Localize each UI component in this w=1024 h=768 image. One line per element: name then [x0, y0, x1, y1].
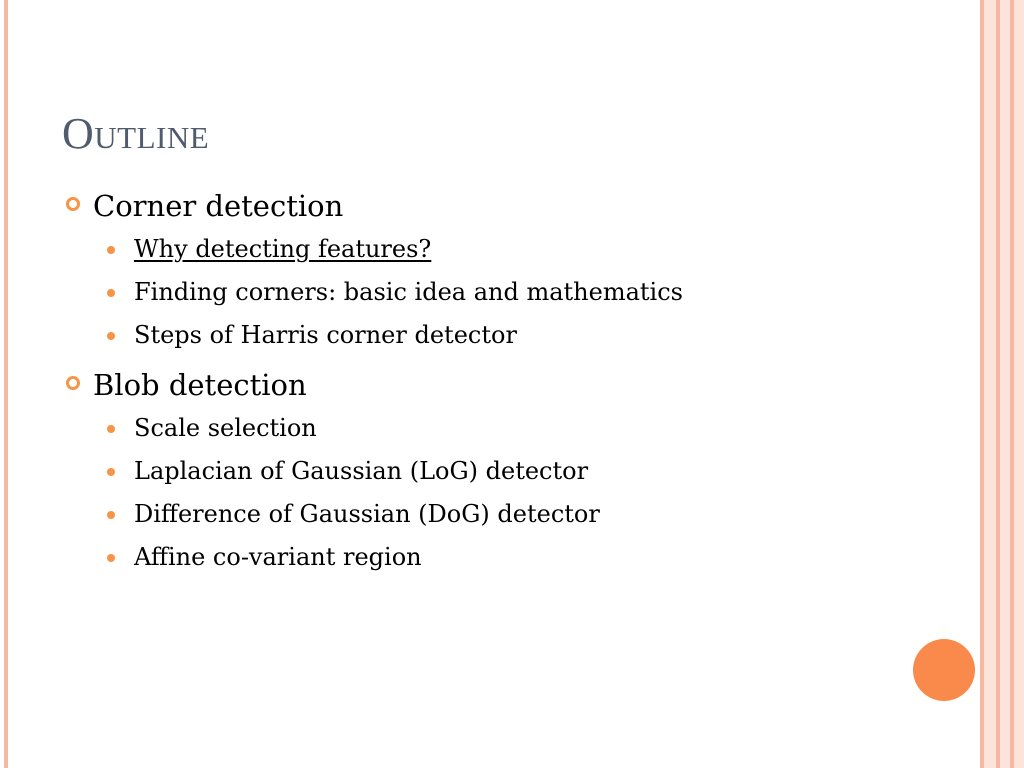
bullet-text: Scale selection [134, 414, 317, 442]
level2-bullet [66, 497, 946, 540]
right-border-band [1000, 0, 1010, 768]
level2-bullet [66, 454, 946, 497]
decorative-circle [913, 639, 975, 701]
bullet-link[interactable]: Why detecting features? [134, 235, 432, 263]
dot-bullet-icon [107, 468, 115, 476]
dot-bullet-icon [107, 511, 115, 519]
level1-bullet [66, 365, 946, 411]
left-border-stripe [4, 0, 8, 768]
level2-bullet [66, 318, 946, 361]
ring-bullet-icon [66, 376, 80, 390]
bullet-text: Steps of Harris corner detector [134, 321, 517, 349]
dot-bullet-icon [107, 246, 115, 254]
level1-bullet [66, 186, 946, 232]
right-border-band [984, 0, 996, 768]
level2-bullet [66, 275, 946, 318]
dot-bullet-icon [107, 554, 115, 562]
bullet-text: Laplacian of Gaussian (LoG) detector [134, 457, 589, 485]
bullet-text: Corner detection [93, 189, 344, 223]
bullet-group-corner-detection [66, 186, 946, 361]
bullet-text: Finding corners: basic idea and mathematics [134, 278, 683, 306]
level2-bullet [66, 540, 946, 583]
slide-title: Outline [62, 109, 210, 158]
level2-bullet [66, 411, 946, 454]
bullet-group-blob-detection [66, 365, 946, 583]
dot-bullet-icon [107, 425, 115, 433]
bullet-text: Difference of Gaussian (DoG) detector [134, 500, 600, 528]
right-border-band [1014, 0, 1024, 768]
bullet-list [66, 186, 946, 587]
dot-bullet-icon [107, 289, 115, 297]
dot-bullet-icon [107, 332, 115, 340]
bullet-text: Blob detection [93, 368, 307, 402]
bullet-text: Affine co-variant region [134, 543, 422, 571]
level2-bullet[interactable] [66, 232, 946, 275]
ring-bullet-icon [66, 197, 80, 211]
